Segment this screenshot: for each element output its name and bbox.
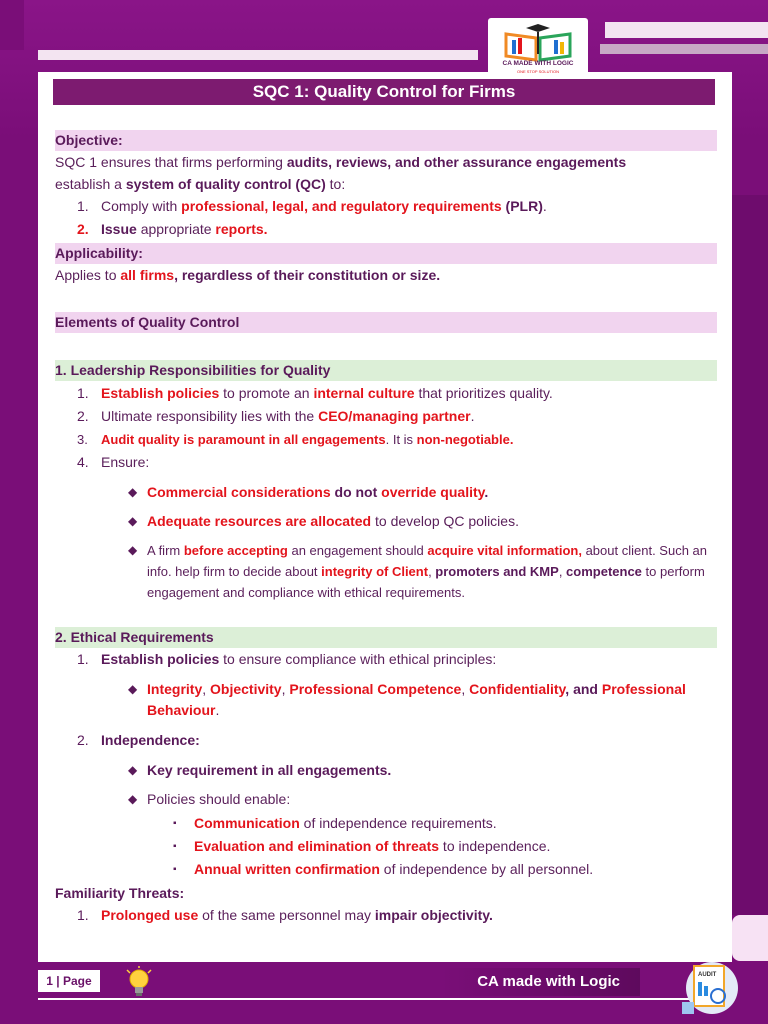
page-title: SQC 1: Quality Control for Firms <box>53 79 715 105</box>
square-bullet-icon: ▪ <box>173 818 177 829</box>
diamond-bullet-icon: ◆ <box>128 485 138 499</box>
familiarity-heading: Familiarity Threats: <box>55 885 185 901</box>
sub-bullet-item: ▪ Annual written confirmation of independence by all personnel. <box>55 858 717 881</box>
audit-report-icon <box>676 958 742 1018</box>
list-item: 1. Establish policies to ensure compliance with ethical principles: <box>77 651 497 667</box>
corner-block <box>0 0 24 50</box>
sub-bullet-item: ▪ Evaluation and elimination of threats to independence. <box>55 835 717 858</box>
right-tab <box>732 915 768 961</box>
list-item: 4. Ensure: <box>77 454 150 470</box>
objective-heading: Objective: <box>55 130 717 151</box>
audit-label: AUDIT <box>698 972 717 978</box>
ethical-heading: 2. Ethical Requirements <box>55 627 717 648</box>
header-stripe <box>600 44 768 54</box>
list-item: 1. Establish policies to promote an internal culture that prioritizes quality. <box>77 385 553 401</box>
bullet-item: ◆ Policies should enable: <box>55 789 717 810</box>
diamond-bullet-icon: ◆ <box>128 792 138 806</box>
sub-bullet-item: ▪ Communication of independence requirements. <box>55 812 717 835</box>
book-logo-icon <box>488 18 588 76</box>
list-item: 2. Ultimate responsibility lies with the CEO/managing partner. <box>77 408 475 424</box>
diamond-bullet-icon: ◆ <box>128 682 138 696</box>
elements-heading: Elements of Quality Control <box>55 312 717 333</box>
right-band <box>732 195 768 915</box>
bullet-item: ◆ Key requirement in all engagements. <box>55 760 717 781</box>
list-item: 3. Audit quality is paramount in all engagements. It is non-negotiable. <box>77 432 514 447</box>
objective-line1: SQC 1 ensures that firms performing audits, reviews, and other assurance engagements <box>55 154 627 170</box>
logo-tagline: ONE STOP SOLUTION <box>516 69 560 74</box>
applicability-heading: Applicability: <box>55 243 717 264</box>
applicability-text: Applies to all firms, regardless of their constitution or size. <box>55 267 441 283</box>
header-stripe <box>605 22 768 38</box>
bullet-item: ◆ Adequate resources are allocated to develop QC policies. <box>55 511 717 532</box>
diamond-bullet-icon: ◆ <box>128 543 138 557</box>
list-item: 1. Comply with professional, legal, and regulatory requirements (PLR). <box>77 198 547 214</box>
lightbulb-icon <box>124 966 154 1000</box>
bullet-item: ◆ A firm before accepting an engagement should acquire vital information, about client. Such an info. help firm to decide about integrity of Client, promoters and KMP, competence to perform engagement and compliance with ethical requirements. <box>55 540 717 603</box>
document-body <box>55 130 717 927</box>
list-item: 2. Issue appropriate reports. <box>77 221 268 237</box>
bullet-item: ◆ Integrity, Objectivity, Professional Competence, Confidentiality, and Professional Behaviour. <box>128 681 686 718</box>
logo-text: CA MADE WITH LOGIC <box>502 60 574 67</box>
header-stripe <box>38 50 478 60</box>
leadership-heading: 1. Leadership Responsibilities for Quality <box>55 360 717 381</box>
objective-line2: establish a system of quality control (QC) to: <box>55 176 346 192</box>
diamond-bullet-icon: ◆ <box>128 763 138 777</box>
list-item: 1. Prolonged use of the same personnel may impair objectivity. <box>77 907 493 923</box>
list-item: 2. Independence: <box>77 732 200 748</box>
square-bullet-icon: ▪ <box>173 864 177 875</box>
page-number: 1 | Page <box>38 970 100 992</box>
diamond-bullet-icon: ◆ <box>128 514 138 528</box>
square-bullet-icon: ▪ <box>173 841 177 852</box>
bullet-item: ◆ Commercial considerations do not override quality. <box>55 482 717 503</box>
footer-brand: CA made with Logic <box>440 968 640 996</box>
logo <box>488 18 588 76</box>
